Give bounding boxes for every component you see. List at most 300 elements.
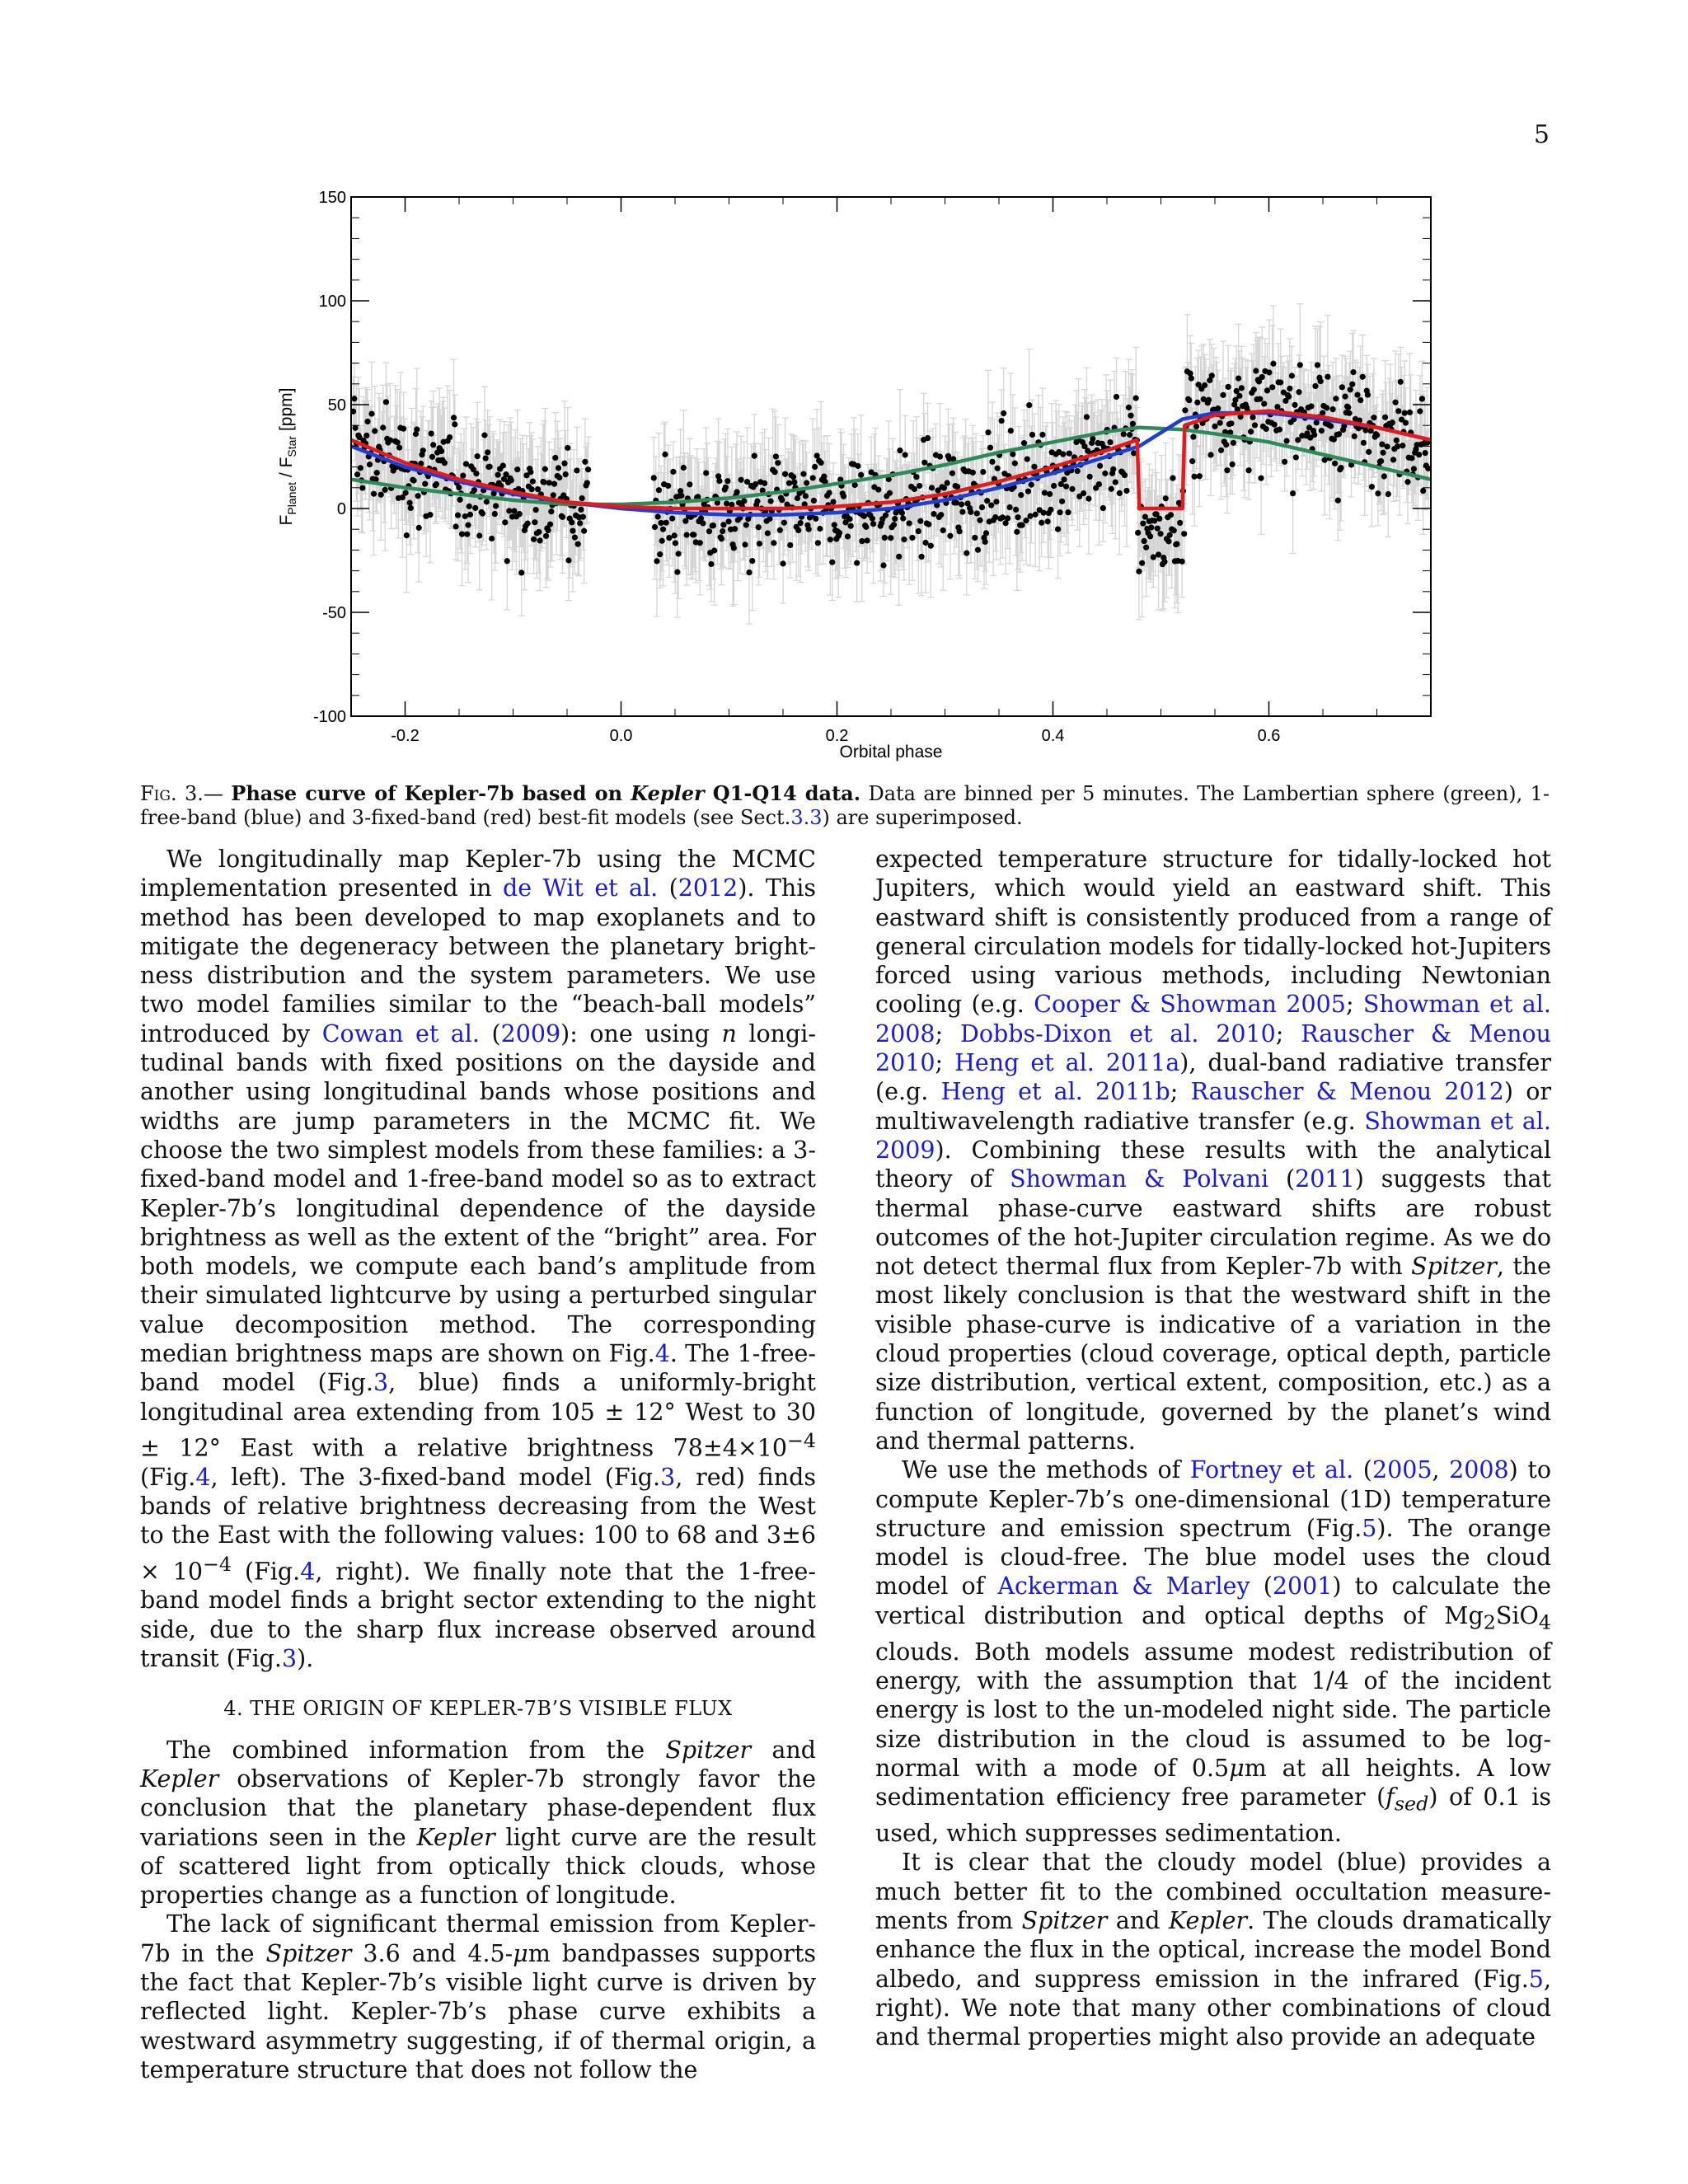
data-point [1324,405,1329,410]
data-point [475,453,481,459]
data-point [1155,526,1160,532]
data-point [531,537,537,542]
citation-link[interactable]: Cooper & Showman 2005 [1034,991,1346,1019]
data-point [1171,527,1177,533]
data-point [1060,452,1066,457]
caption-title: Phase curve of Kepler-7b based on Kepler Q1-Q14 data. [231,781,861,805]
data-point [830,499,836,504]
data-point [682,518,688,524]
data-point [1319,428,1325,434]
data-point [378,492,384,498]
citation-link[interactable]: 2012 [678,874,738,902]
data-point [929,485,935,490]
data-point [988,503,994,509]
data-point [560,514,565,520]
data-point [1228,420,1234,426]
text-run: and [1107,1907,1169,1935]
citation-link[interactable]: Ackerman & Marley [997,1572,1250,1601]
text-run: ( [658,874,678,902]
data-point [846,516,852,522]
data-point [383,399,389,405]
text-run: ) of 0.1 is used, which suppresses sedimentation. [875,1783,1551,1848]
text-run: ; [1345,991,1363,1019]
data-point [1026,402,1032,408]
data-point [710,523,716,528]
data-point [1202,382,1207,388]
text-run: , [1432,1456,1450,1484]
data-point [658,520,663,526]
text-run: clouds. Both models assume modest redistribution of energy, with the assumption that 1/4 of the incident energy is lost to the un-modeled night side. The particle size distribution in the cloud is assumed to be log-normal with a mode of 0.5 [875,1638,1551,1782]
data-point [734,489,739,494]
data-point [1369,484,1375,490]
data-point [457,497,462,503]
data-point [657,551,663,557]
data-point [777,527,783,533]
data-point [1339,384,1345,390]
data-point [1189,375,1194,381]
data-point [1417,408,1423,414]
data-point [900,515,906,521]
data-point [1019,523,1025,528]
data-point [1420,488,1426,494]
text-run: ), dual-band radiative transfer (e.g. [875,1049,1551,1106]
text-run: Spitzer [265,1939,352,1967]
text-run: ; [935,1019,960,1047]
data-point [422,481,428,487]
data-point [364,419,370,424]
citation-link[interactable]: Heng et al. 2011b [940,1078,1170,1106]
data-point [1236,393,1242,399]
data-point [918,554,924,560]
data-point [1005,515,1010,521]
y-tick-label: 50 [327,396,346,415]
data-point [1248,429,1254,434]
data-point [1395,408,1401,414]
citation-link[interactable]: Fortney et al. [1189,1456,1354,1484]
data-point [1048,507,1053,513]
data-point [1423,450,1428,456]
data-point [484,499,490,504]
data-point [481,433,487,438]
data-point [1360,374,1366,380]
data-point [781,520,787,526]
data-point [989,459,995,465]
citation-link[interactable]: Showman et al. 2008 [875,991,1551,1047]
data-point [504,558,510,564]
data-point [1264,426,1269,432]
data-point [1333,396,1339,401]
text-run: . The clouds dramatically enhance the flux in the optical, increase the model Bond albedo, and suppress emission in the infrared (Fig. [875,1907,1551,1993]
data-point [476,532,482,538]
data-point [367,462,373,467]
data-point [773,453,779,459]
data-point [517,511,523,517]
data-point [1394,438,1400,443]
data-point [821,474,827,480]
data-point [941,485,947,491]
text-run: −4 [786,1428,816,1452]
data-point [1055,527,1061,532]
data-point [1365,392,1371,398]
citation-link[interactable]: 3 [660,1463,676,1491]
data-point [1029,482,1034,488]
data-point [1259,374,1265,380]
y-tick-label: 0 [336,500,346,518]
data-point [1097,463,1103,469]
data-point [1400,443,1405,448]
data-point [1374,432,1380,438]
data-point [1277,426,1282,432]
data-point [882,535,888,541]
data-point [724,478,730,484]
data-point [506,508,512,513]
data-point [1398,379,1404,385]
data-point [813,516,818,522]
data-point [1403,419,1409,425]
data-point [387,438,393,443]
data-point [556,465,561,471]
data-point [529,486,535,492]
data-point [467,512,473,518]
data-point [1015,514,1020,520]
data-point [462,513,468,519]
data-point [380,424,386,430]
data-point [888,535,893,541]
text-run: m bandpasses supports the fact that Kepler-7b’s visible light curve is driven by reflected light. Kepler-7b’s phase curve exhibits a westward asymmetry suggesting, if of thermal origin, a temperature structure that does not follow the [140,1939,816,2083]
data-point [940,527,946,533]
data-point [1379,441,1385,447]
citation-link[interactable]: 2011 [1295,1165,1355,1193]
citation-link[interactable]: 5 [1362,1514,1377,1542]
data-point [551,492,556,498]
paragraph [875,845,1551,1455]
data-point [1361,440,1367,446]
citation-link[interactable]: Cowan et al. [321,1019,480,1047]
data-point [724,500,729,506]
data-point [683,532,689,537]
data-point [574,467,579,473]
data-point [556,475,562,480]
data-point [1161,559,1167,565]
text-run: , red) finds bands of relative brightness decreasing from the West to the East with the following values: 100 to 68 and 3±6 × 10 [140,1463,816,1586]
data-point [551,481,557,487]
data-point [883,513,889,518]
citation-link[interactable]: Rauscher & Menou 2012 [1190,1078,1504,1106]
data-point [855,463,860,469]
right-column [875,845,1551,2052]
data-point [1143,545,1149,551]
data-point [957,528,963,534]
data-point [1163,495,1169,501]
data-point [582,459,588,465]
data-point [465,522,471,527]
data-point [1008,428,1014,434]
data-point [1136,569,1142,574]
data-point [901,537,907,542]
data-point [545,527,551,533]
text-run: ( [1268,1165,1296,1193]
data-point [875,486,881,492]
data-point [575,541,581,547]
data-point [1257,396,1263,402]
data-point [1264,387,1270,393]
data-point [1057,509,1062,515]
data-point [580,514,586,520]
data-point [1042,490,1048,495]
data-point [711,547,717,553]
data-point [762,480,767,486]
text-run: sed [1394,1792,1429,1816]
data-point [845,533,851,539]
data-point [1065,509,1071,515]
citation-link[interactable]: de Wit et al. [503,874,659,902]
data-point [1407,410,1413,415]
text-run: ( [1353,1456,1372,1484]
data-point [656,487,662,493]
text-run: SiO [1495,1601,1539,1629]
data-point [487,464,493,470]
citation-link[interactable]: 2001 [1272,1572,1333,1601]
data-point [663,520,669,526]
data-point [581,528,587,534]
data-point [533,507,539,513]
data-point [1151,518,1157,523]
data-point [480,511,485,517]
citation-link[interactable]: 2005 [1372,1456,1432,1484]
citation-link[interactable]: Showman & Polvani [1010,1165,1269,1193]
data-point [768,498,774,504]
data-point [1165,538,1171,544]
text-run: μ [513,1939,528,1967]
caption-section-link[interactable]: 3.3 [790,806,823,829]
data-point [1266,369,1272,375]
citation-link[interactable]: 4 [300,1558,316,1586]
data-point [800,471,806,476]
data-point [546,480,552,485]
data-point [485,449,490,455]
data-point [1252,422,1258,428]
data-point [1345,405,1351,410]
data-point [1139,560,1145,566]
data-point [1220,392,1226,398]
data-point [472,505,478,511]
data-point [697,540,703,546]
data-point [1039,520,1044,526]
citation-link[interactable]: Showman et al. 2009 [875,1107,1551,1164]
data-point [1128,413,1133,419]
text-run: The combined information from the [166,1736,666,1764]
text-run: ) or multiwavelength radiative transfer (e.g. [875,1078,1551,1135]
citation-link[interactable]: 2009 [500,1019,561,1047]
data-point [700,520,706,526]
data-point [451,415,457,420]
text-run: ; [1275,1019,1301,1047]
data-point [1336,431,1342,437]
data-point [1025,456,1030,462]
citation-link[interactable]: Rauscher & Menou 2010 [875,1019,1552,1077]
data-point [837,530,842,536]
data-point [738,477,743,483]
data-point [907,520,912,526]
data-point [565,445,570,451]
data-point [1404,479,1410,485]
data-point [459,532,465,537]
data-point [1001,410,1006,416]
data-point [464,532,470,537]
caption-label: Fig. 3.— [140,782,223,805]
data-point [447,434,452,440]
data-point [992,514,998,520]
data-point [1245,467,1251,473]
text-run: f [1386,1783,1395,1811]
data-point [742,541,748,547]
data-point [782,471,788,477]
text-run: longitudinal bands with fixed positions on the dayside and another using longitudinal bands whose positions and widths are jump parameters in the MCMC fit. We choose the two simplest models from these families: a 3-fixed-band model and 1-free-band model so as to extract Kepler-7b’s longitudinal dependence of the dayside brightness as well as the extent of the “bright” area. For both models, we compute each band’s amplitude from their simulated lightcurve by using a perturbed singular value decomposition method. The corresponding median brightness maps are shown on Fig. [140,1019,817,1368]
citation-link[interactable]: 5 [1528,1965,1544,1993]
data-point [954,499,959,505]
data-point [1179,559,1185,565]
data-point [1380,450,1386,456]
data-point [938,512,944,518]
data-point [829,560,835,565]
data-point [1223,442,1229,448]
data-point [1033,512,1039,518]
citation-link[interactable]: 3 [282,1645,298,1673]
data-point [536,529,542,535]
data-point [931,511,936,517]
data-point [887,490,893,496]
y-axis-label: $F_{Planet} / F_{Star}$ [ppm] [277,387,298,526]
data-point [1156,516,1162,522]
data-point [754,498,760,504]
y-tick-label: -100 [312,708,346,726]
data-point [1272,422,1278,428]
citation-link[interactable]: Heng et al. 2011a [954,1049,1180,1077]
data-point [870,521,876,527]
data-point [429,431,434,437]
data-point [1010,452,1015,457]
text-run: The lack of significant thermal emission from Kepler-7b in the [140,1910,816,1967]
data-point [749,558,755,564]
data-point [1148,524,1154,530]
data-point [1292,402,1297,408]
data-point [950,471,955,476]
data-point [572,534,578,540]
citation-link[interactable]: 3 [373,1369,389,1397]
data-point [396,445,402,451]
data-point [1384,443,1390,449]
data-point [863,524,869,530]
data-point [1197,473,1203,479]
text-run: It is clear that the cloudy model (blue) provides a much better fit to the combined occultation measurements from [875,1849,1551,1935]
data-point [841,494,846,499]
text-run: , blue) finds a uniformly-bright longitudinal area extending from 105 ± 12° West to 30 ± 12° East with a relative brightness 78±4×10 [140,1369,816,1462]
data-point [741,498,747,504]
data-point [716,478,722,484]
data-point [1419,396,1425,401]
text-run: ) suggests that thermal phase-curve eastward shifts are robust outcomes of the hot-Jupiter circulation regime. As we do not detect thermal flux from Kepler-7b with [875,1165,1551,1281]
data-point [980,469,986,475]
text-run: ) to calculate the vertical distribution and optical depths of Mg [875,1572,1552,1629]
data-point [659,538,665,544]
citation-link[interactable]: 4 [195,1463,211,1491]
data-point [1114,394,1119,400]
data-point [1157,531,1163,537]
data-point [1409,455,1414,461]
data-point [489,536,495,541]
data-point [415,493,420,499]
y-tick-label: 150 [318,189,346,207]
text-run: and [751,1736,816,1764]
data-point [964,551,969,556]
data-point [984,498,990,504]
data-point [815,540,821,546]
citation-link[interactable]: Dobbs-Dixon et al. 2010 [959,1019,1276,1047]
data-point [1168,512,1174,518]
text-run: , right). We note that many other combinations of cloud and thermal properties might also provide an adequate [875,1965,1551,2051]
data-point [577,520,583,526]
data-point [1348,387,1353,392]
data-point [1315,362,1320,368]
data-point [691,532,696,537]
data-point [406,499,412,505]
data-point [1059,499,1065,504]
data-point [518,569,524,575]
text-run: 2 [1483,1610,1496,1634]
data-point [1226,384,1231,390]
data-point [1174,541,1179,546]
data-point [1332,461,1338,466]
data-point [1290,490,1296,496]
data-point [1135,530,1141,536]
data-point [917,483,922,489]
data-point [1045,518,1051,524]
text-run: Spitzer [1021,1907,1108,1935]
data-point [959,509,965,514]
x-tick-label: -0.2 [391,727,420,745]
data-point [791,480,797,485]
data-point [1286,394,1292,400]
data-point [410,478,416,484]
data-point [578,507,584,513]
data-point [1142,513,1148,519]
data-point [928,543,934,549]
data-point [968,509,973,515]
data-point [1192,474,1198,480]
data-point [1269,384,1275,390]
citation-link[interactable]: 2008 [1449,1456,1509,1484]
data-point [732,526,738,532]
data-point [1109,486,1114,492]
data-point [584,480,590,485]
data-point [1133,395,1139,401]
citation-link[interactable]: 4 [654,1340,670,1368]
data-point [463,461,469,466]
data-point [1338,465,1343,471]
data-point [1025,489,1031,494]
data-point [669,516,675,522]
data-point [547,522,553,527]
data-point [706,528,712,534]
data-point [854,560,860,565]
text-run: 4 [1538,1610,1551,1634]
data-point [865,537,870,543]
text-run: light curve are the result of scattered light from optically thick clouds, whose properties change as a function of longitude. [140,1823,817,1910]
data-point [1250,415,1255,420]
data-point [1189,458,1195,464]
data-point [1395,443,1400,449]
text-run: expected temperature structure for tidally-locked hot Jupiters, which would yield an eastward shift. This eastward shift is consistently produced from a range of general circulation models for tidally-locked hot-Jupiters forced using various methods, including Newtonian cooling (e.g. [875,846,1551,1019]
